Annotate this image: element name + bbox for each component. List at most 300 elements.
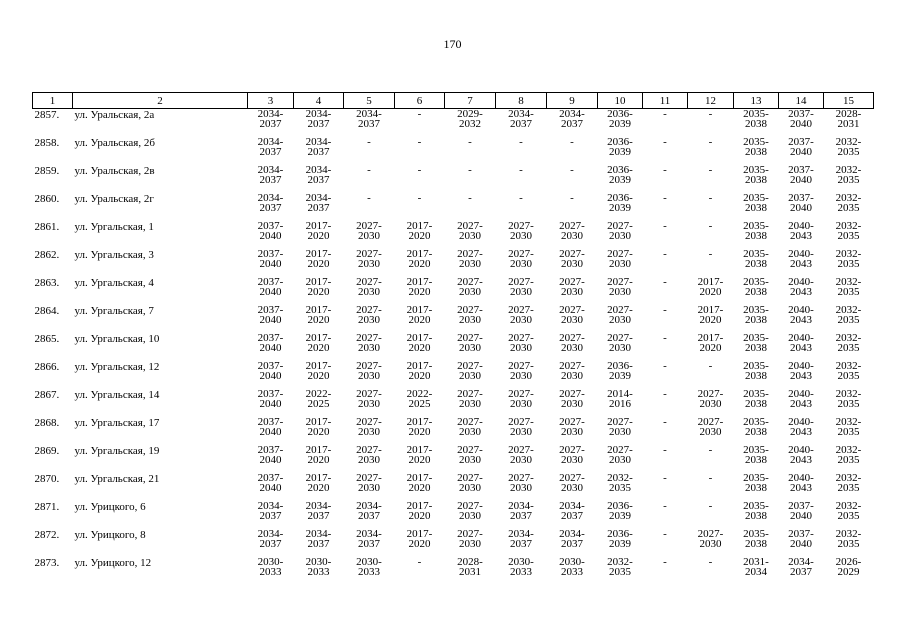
- cell-value: 2034- 2037: [305, 164, 332, 186]
- table-cell: [688, 473, 734, 501]
- table-cell: [248, 473, 294, 501]
- cell-value: 2036- 2039: [607, 500, 633, 522]
- cell-value: -: [519, 136, 523, 148]
- cell-value: 2037- 2040: [257, 248, 284, 270]
- cell-value: 2034- 2037: [356, 108, 382, 130]
- cell-value: -: [663, 136, 667, 148]
- row-address: ул. Ургальская, 10: [74, 333, 160, 345]
- table-cell: [734, 557, 779, 585]
- cell-value: -: [708, 136, 713, 148]
- table-cell: [294, 557, 344, 585]
- table-cell: [395, 333, 445, 361]
- table-cell: [496, 361, 547, 389]
- table-cell: [547, 277, 598, 305]
- cell-value: 2027- 2030: [508, 444, 534, 466]
- cell-value: 2017- 2020: [406, 472, 433, 494]
- cell-value: 2035- 2038: [743, 472, 769, 494]
- table-cell: [824, 557, 874, 585]
- cell-value: -: [570, 164, 574, 176]
- table-cell: [547, 417, 598, 445]
- table-cell: [294, 109, 344, 138]
- table-cell: [643, 109, 688, 138]
- cell-value: 2027- 2030: [607, 444, 633, 466]
- table-cell: [496, 529, 547, 557]
- table-cell: [643, 529, 688, 557]
- table-cell: [344, 165, 395, 193]
- table-cell: [643, 445, 688, 473]
- cell-value: 2037- 2040: [257, 444, 284, 466]
- table-cell: [445, 501, 496, 529]
- table-cell: [294, 305, 344, 333]
- row-address: ул. Урицкого, 6: [74, 501, 146, 513]
- table-cell: [294, 221, 344, 249]
- cell-value: 2034- 2037: [559, 528, 585, 550]
- table-cell: [344, 557, 395, 585]
- table-cell: [496, 445, 547, 473]
- cell-value: 2027- 2030: [508, 332, 534, 354]
- table-cell: [294, 193, 344, 221]
- table-cell: [643, 389, 688, 417]
- table-cell: [395, 361, 445, 389]
- table-row: [33, 109, 874, 138]
- cell-value: -: [570, 192, 574, 204]
- schedule-table: [32, 92, 874, 585]
- table-cell: [248, 501, 294, 529]
- cell-value: 2035- 2038: [743, 388, 769, 410]
- row-number: 2857.: [34, 109, 60, 121]
- cell-value: 2034- 2037: [305, 136, 332, 158]
- table-cell: [248, 165, 294, 193]
- cell-value: -: [570, 136, 574, 148]
- cell-value: 2037- 2040: [257, 276, 284, 298]
- table-cell: [598, 249, 643, 277]
- table-cell: [779, 193, 824, 221]
- table-row: [33, 165, 874, 193]
- row-number: 2860.: [34, 193, 60, 205]
- column-header-9: 9: [547, 93, 598, 109]
- cell-value: 2017- 2020: [406, 416, 433, 438]
- cell-value: 2032- 2035: [835, 388, 862, 410]
- table-cell: [824, 389, 874, 417]
- cell-value: 2027- 2030: [508, 360, 534, 382]
- cell-value: 2040- 2043: [788, 248, 814, 270]
- table-cell: [496, 389, 547, 417]
- table-cell: [395, 249, 445, 277]
- cell-value: 2027- 2030: [457, 276, 483, 298]
- table-cell: [734, 277, 779, 305]
- table-row: [33, 305, 874, 333]
- cell-value: 2040- 2043: [788, 276, 814, 298]
- cell-value: 2027- 2030: [697, 416, 724, 438]
- row-number: 2872.: [34, 529, 60, 541]
- cell-value: 2035- 2038: [743, 444, 769, 466]
- column-header-5: 5: [344, 93, 395, 109]
- cell-value: 2027- 2030: [559, 472, 585, 494]
- table-cell: [779, 501, 824, 529]
- cell-value: -: [663, 220, 667, 232]
- table-cell: [496, 109, 547, 138]
- table-cell: [344, 361, 395, 389]
- cell-value: 2040- 2043: [788, 416, 814, 438]
- table-cell: [395, 137, 445, 165]
- cell-value: -: [663, 192, 667, 204]
- table-cell: [824, 165, 874, 193]
- cell-value: 2017- 2020: [305, 332, 332, 354]
- cell-value: 2017- 2020: [406, 360, 433, 382]
- cell-value: 2030- 2033: [508, 556, 534, 578]
- table-row: [33, 445, 874, 473]
- cell-value: 2034- 2037: [257, 500, 284, 522]
- table-cell: [598, 557, 643, 585]
- table-cell: [547, 445, 598, 473]
- table-cell: [294, 473, 344, 501]
- table-cell: [734, 417, 779, 445]
- table-cell: [824, 529, 874, 557]
- cell-value: -: [663, 528, 667, 540]
- cell-value: 2017- 2020: [305, 248, 332, 270]
- table-cell: [598, 137, 643, 165]
- row-number: 2858.: [34, 137, 60, 149]
- cell-value: 2022- 2025: [406, 388, 433, 410]
- table-cell: [395, 193, 445, 221]
- cell-value: 2034- 2037: [305, 500, 332, 522]
- row-address: ул. Уральская, 2в: [74, 165, 155, 177]
- table-cell: [734, 529, 779, 557]
- row-address: ул. Ургальская, 4: [74, 277, 154, 289]
- cell-value: 2032- 2035: [835, 500, 862, 522]
- table-cell: [598, 193, 643, 221]
- cell-value: 2027- 2030: [356, 416, 382, 438]
- table-cell: [547, 557, 598, 585]
- table-cell: [779, 333, 824, 361]
- table-cell: [248, 333, 294, 361]
- table-cell: [294, 529, 344, 557]
- cell-value: 2034- 2037: [508, 528, 534, 550]
- cell-value: 2028- 2031: [835, 108, 862, 130]
- table-cell: [445, 557, 496, 585]
- row-address: ул. Уральская, 2а: [74, 109, 155, 121]
- cell-value: 2027- 2030: [508, 388, 534, 410]
- table-row: [33, 361, 874, 389]
- table-cell: [344, 249, 395, 277]
- table-cell: [824, 417, 874, 445]
- cell-value: 2017- 2020: [406, 500, 433, 522]
- table-cell: [395, 277, 445, 305]
- cell-value: 2027- 2030: [697, 528, 724, 550]
- table-cell: [344, 333, 395, 361]
- table-cell: [395, 445, 445, 473]
- table-cell: [547, 333, 598, 361]
- cell-value: -: [417, 136, 422, 148]
- table-cell: [643, 361, 688, 389]
- table-row: [33, 501, 874, 529]
- table-cell: [734, 389, 779, 417]
- cell-value: 2029- 2032: [457, 108, 483, 130]
- cell-value: 2027- 2030: [356, 304, 382, 326]
- cell-value: -: [519, 164, 523, 176]
- table-cell: [734, 137, 779, 165]
- table-cell: [344, 417, 395, 445]
- row-address: ул. Ургальская, 7: [74, 305, 154, 317]
- row-address: ул. Ургальская, 21: [74, 473, 160, 485]
- cell-value: 2027- 2030: [559, 332, 585, 354]
- cell-value: 2035- 2038: [743, 136, 769, 158]
- cell-value: 2037- 2040: [257, 472, 284, 494]
- table-row: [33, 137, 874, 165]
- table-cell: [779, 417, 824, 445]
- table-cell: [688, 193, 734, 221]
- table-row: [33, 529, 874, 557]
- cell-value: 2017- 2020: [305, 444, 332, 466]
- table-cell: [395, 305, 445, 333]
- cell-value: 2032- 2035: [835, 444, 862, 466]
- cell-value: 2034- 2037: [257, 164, 284, 186]
- table-cell: [598, 389, 643, 417]
- cell-value: 2036- 2039: [607, 108, 633, 130]
- cell-value: 2031- 2034: [743, 556, 769, 578]
- row-number: 2868.: [34, 417, 60, 429]
- cell-value: 2032- 2035: [835, 192, 862, 214]
- cell-value: -: [468, 192, 472, 204]
- cell-value: 2027- 2030: [559, 360, 585, 382]
- table-cell: [688, 221, 734, 249]
- cell-value: 2037- 2040: [788, 192, 814, 214]
- cell-value: 2037- 2040: [257, 388, 284, 410]
- cell-value: 2034- 2037: [559, 500, 585, 522]
- cell-value: 2027- 2030: [508, 416, 534, 438]
- cell-value: 2017- 2020: [305, 472, 332, 494]
- table-cell: [445, 249, 496, 277]
- table-cell: [547, 137, 598, 165]
- table-row: [33, 193, 874, 221]
- table-cell: [598, 501, 643, 529]
- table-cell: [496, 473, 547, 501]
- column-header-10: 10: [598, 93, 643, 109]
- cell-value: 2034- 2037: [305, 108, 332, 130]
- table-cell: [344, 305, 395, 333]
- cell-value: 2017- 2020: [305, 416, 332, 438]
- cell-value: -: [663, 108, 667, 120]
- table-cell: [643, 193, 688, 221]
- table-cell: [779, 109, 824, 138]
- table-cell: [445, 137, 496, 165]
- cell-value: 2035- 2038: [743, 220, 769, 242]
- cell-value: 2037- 2040: [788, 136, 814, 158]
- table-cell: [445, 109, 496, 138]
- row-number: 2869.: [34, 445, 60, 457]
- cell-value: -: [708, 444, 713, 456]
- cell-value: 2037- 2040: [257, 416, 284, 438]
- cell-value: -: [663, 416, 667, 428]
- table-cell: [734, 193, 779, 221]
- table-cell: [643, 137, 688, 165]
- cell-value: 2027- 2030: [607, 416, 633, 438]
- table-cell: [395, 165, 445, 193]
- table-cell: [547, 473, 598, 501]
- table-cell: [688, 557, 734, 585]
- cell-value: 2040- 2043: [788, 304, 814, 326]
- table-row: [33, 333, 874, 361]
- row-address: ул. Ургальская, 17: [74, 417, 160, 429]
- row-address: ул. Ургальская, 1: [74, 221, 154, 233]
- cell-value: 2030- 2033: [305, 556, 332, 578]
- table-cell: [779, 445, 824, 473]
- row-number: 2873.: [34, 557, 60, 569]
- cell-value: -: [708, 556, 713, 568]
- table-cell: [734, 361, 779, 389]
- cell-value: 2027- 2030: [508, 248, 534, 270]
- cell-value: 2027- 2030: [457, 528, 483, 550]
- table-cell: [598, 109, 643, 138]
- cell-value: 2032- 2035: [835, 416, 862, 438]
- table-cell: [294, 445, 344, 473]
- cell-value: 2032- 2035: [607, 556, 633, 578]
- table-cell: [643, 277, 688, 305]
- table-cell: [248, 277, 294, 305]
- cell-value: 2017- 2020: [305, 304, 332, 326]
- table-cell: [824, 277, 874, 305]
- cell-value: 2017- 2020: [406, 332, 433, 354]
- cell-value: -: [708, 220, 713, 232]
- table-cell: [824, 193, 874, 221]
- table-cell: [294, 249, 344, 277]
- cell-value: -: [663, 276, 667, 288]
- cell-value: 2027- 2030: [356, 276, 382, 298]
- cell-value: 2034- 2037: [788, 556, 814, 578]
- table-cell: [294, 417, 344, 445]
- cell-value: -: [663, 164, 667, 176]
- cell-value: 2027- 2030: [607, 304, 633, 326]
- row-address: ул. Ургальская, 14: [74, 389, 160, 401]
- table-cell: [734, 333, 779, 361]
- table-cell: [248, 557, 294, 585]
- cell-value: 2035- 2038: [743, 192, 769, 214]
- row-number: 2870.: [34, 473, 60, 485]
- cell-value: 2027- 2030: [356, 472, 382, 494]
- column-header-4: 4: [294, 93, 344, 109]
- table-cell: [344, 389, 395, 417]
- table-cell: [643, 221, 688, 249]
- table-cell: [824, 221, 874, 249]
- cell-value: 2032- 2035: [607, 472, 633, 494]
- table-cell: [395, 473, 445, 501]
- cell-value: 2014- 2016: [607, 388, 633, 410]
- row-number: 2861.: [34, 221, 60, 233]
- column-header-15: 15: [824, 93, 874, 109]
- cell-value: 2034- 2037: [305, 528, 332, 550]
- cell-value: 2030- 2033: [257, 556, 284, 578]
- cell-value: 2027- 2030: [457, 332, 483, 354]
- table-cell: [248, 361, 294, 389]
- table-cell: [395, 417, 445, 445]
- table-cell: [598, 417, 643, 445]
- cell-value: -: [468, 136, 472, 148]
- cell-value: 2027- 2030: [508, 276, 534, 298]
- table-cell: [248, 249, 294, 277]
- page-number: 170: [443, 37, 462, 51]
- table-cell: [688, 445, 734, 473]
- table-cell: [445, 165, 496, 193]
- table-cell: [496, 557, 547, 585]
- cell-value: 2036- 2039: [607, 360, 633, 382]
- cell-value: -: [708, 472, 713, 484]
- cell-value: 2032- 2035: [835, 332, 862, 354]
- cell-value: 2034- 2037: [257, 192, 284, 214]
- table-cell: [734, 249, 779, 277]
- row-number: 2863.: [34, 277, 60, 289]
- table-cell: [445, 389, 496, 417]
- cell-value: 2027- 2030: [356, 248, 382, 270]
- table-cell: [643, 417, 688, 445]
- table-row: [33, 221, 874, 249]
- cell-value: 2034- 2037: [305, 192, 332, 214]
- cell-value: 2034- 2037: [559, 108, 585, 130]
- cell-value: 2035- 2038: [743, 164, 769, 186]
- cell-value: -: [367, 136, 371, 148]
- cell-value: -: [708, 192, 713, 204]
- cell-value: 2027- 2030: [457, 416, 483, 438]
- column-header-2: 2: [73, 93, 248, 109]
- table-cell: [496, 165, 547, 193]
- cell-value: -: [663, 556, 667, 568]
- table-cell: [734, 473, 779, 501]
- cell-value: 2027- 2030: [457, 472, 483, 494]
- cell-value: 2040- 2043: [788, 360, 814, 382]
- cell-value: 2017- 2020: [406, 528, 433, 550]
- column-header-7: 7: [445, 93, 496, 109]
- table-cell: [496, 137, 547, 165]
- cell-value: 2027- 2030: [356, 444, 382, 466]
- column-header-12: 12: [688, 93, 734, 109]
- table-cell: [824, 473, 874, 501]
- cell-value: 2027- 2030: [508, 220, 534, 242]
- column-header-3: 3: [248, 93, 294, 109]
- table-cell: [643, 305, 688, 333]
- cell-value: 2040- 2043: [788, 388, 814, 410]
- table-cell: [445, 333, 496, 361]
- table-cell: [496, 277, 547, 305]
- table-cell: [547, 501, 598, 529]
- table-row: [33, 277, 874, 305]
- cell-value: 2027- 2030: [356, 332, 382, 354]
- cell-value: 2028- 2031: [457, 556, 483, 578]
- table-cell: [547, 221, 598, 249]
- cell-value: 2035- 2038: [743, 360, 769, 382]
- table-cell: [779, 389, 824, 417]
- cell-value: -: [708, 248, 713, 260]
- row-number: 2864.: [34, 305, 60, 317]
- cell-value: 2027- 2030: [559, 388, 585, 410]
- column-header-1: 1: [33, 93, 73, 109]
- cell-value: 2022- 2025: [305, 388, 332, 410]
- cell-value: 2035- 2038: [743, 416, 769, 438]
- row-number: 2865.: [34, 333, 60, 345]
- row-address: ул. Ургальская, 3: [74, 249, 154, 261]
- cell-value: 2017- 2020: [305, 220, 332, 242]
- cell-value: -: [663, 444, 667, 456]
- table-cell: [248, 137, 294, 165]
- table-cell: [445, 221, 496, 249]
- cell-value: 2032- 2035: [835, 528, 862, 550]
- cell-value: 2027- 2030: [508, 472, 534, 494]
- table-cell: [344, 109, 395, 138]
- column-header-14: 14: [779, 93, 824, 109]
- cell-value: 2034- 2037: [257, 528, 284, 550]
- table-cell: [779, 221, 824, 249]
- table-cell: [824, 305, 874, 333]
- table-cell: [598, 333, 643, 361]
- table-cell: [643, 473, 688, 501]
